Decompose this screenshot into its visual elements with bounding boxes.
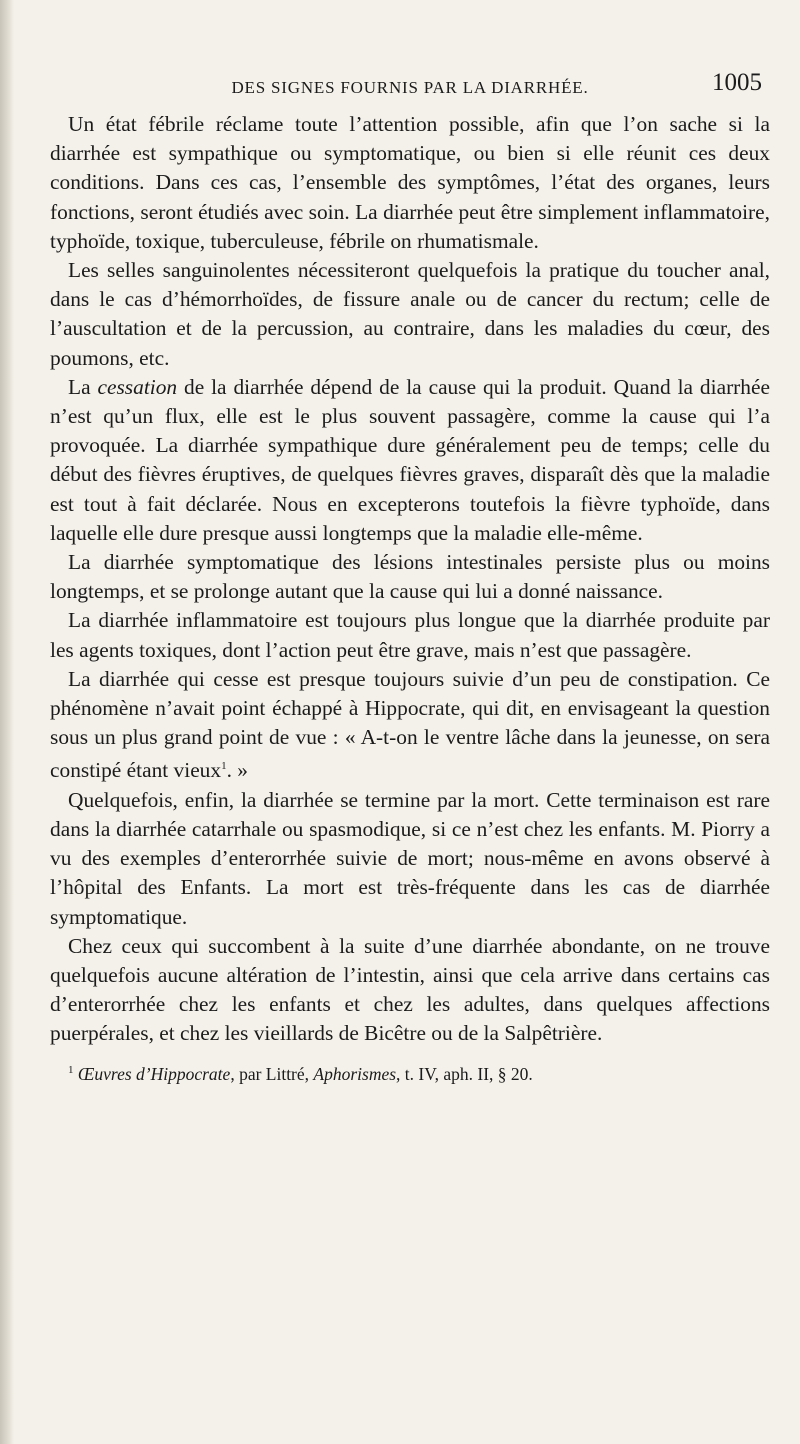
body-text bbox=[50, 110, 770, 1049]
footnote bbox=[50, 1058, 770, 1086]
page-edge-shadow bbox=[0, 0, 14, 1444]
running-head bbox=[50, 68, 770, 102]
footnote-work: Œuvres d’Hippocrate bbox=[77, 1063, 231, 1084]
footnote-section: Aphorismes bbox=[313, 1063, 397, 1084]
paragraph-4: La diarrhée symptomatique des lésions intestinales persiste plus ou moins longtemps, et se prolonge autant que la cause qui lui a donné naissance. bbox=[50, 550, 770, 604]
page-number: 1005 bbox=[712, 69, 762, 96]
footnote-by: , par Littré, bbox=[230, 1063, 314, 1084]
paragraph-3-lead: La bbox=[68, 374, 98, 399]
paragraph-1: Un état fébrile réclame toute l’attention possible, afin que l’on sache si la diarrhée est sympathique ou symptomatique, ou bien si elle réunit ces deux conditions. Dans ces cas, l’ensemble des symptômes, l’état des organes, leurs fonctions, seront étudiés avec soin. La diarrhée peut être simplement inflammatoire, typhoïde, toxique, tuberculeuse, fébrile on rhumatismale. bbox=[50, 112, 770, 253]
paragraph-2: Les selles sanguinolentes nécessiteront quelquefois la pratique du toucher anal, dans le cas d’hémorrhoïdes, de fissure anale ou de cancer du rectum; celle de l’auscultation et de la percussion, au contraire, dans les maladies du cœur, des poumons, etc. bbox=[50, 258, 770, 370]
book-page bbox=[50, 68, 770, 1085]
paragraph-7: Quelquefois, enfin, la diarrhée se termine par la mort. Cette terminaison est rare dans la diarrhée catarrhale ou spasmodique, si ce n’est chez les enfants. M. Piorry a vu des exemples d’enterorrhée suivie de mort; nous-même en avons observé à l’hôpital des Enfants. La mort est très-fréquente dans les cas de diarrhée symptomatique. bbox=[50, 787, 770, 929]
running-title: DES SIGNES FOURNIS PAR LA DIARRHÉE. bbox=[231, 78, 589, 97]
paragraph-6-end: . » bbox=[226, 758, 248, 783]
paragraph-5: La diarrhée inflammatoire est toujours plus longue que la diarrhée produite par les agents toxiques, dont l’action peut être grave, mais n’est que passagère. bbox=[50, 608, 770, 662]
paragraph-6 bbox=[50, 665, 770, 786]
paragraph-6-text: La diarrhée qui cesse est presque toujours suivie d’un peu de constipation. Ce phénomène n’avait point échappé à Hippocrate, qui dit, en envisageant la question sous un plus grand point de vue : « A-t-on le ventre lâche dans la jeunesse, on sera constipé étant vieux bbox=[50, 666, 770, 783]
footnote-marker: 1 bbox=[68, 1063, 74, 1076]
paragraph-3 bbox=[50, 373, 770, 548]
footnote-locator: , t. IV, aph. II, § 20. bbox=[396, 1063, 533, 1084]
paragraph-3-rest: de la diarrhée dépend de la cause qui la produit. Quand la diarrhée n’est qu’un flux, elle est le plus souvent passagère, comme la cause qui l’a provoquée. La diarrhée sympathique dure généralement peu de temps; celle du début des fièvres éruptives, de quelques fièvres graves, disparaît dès que la maladie est tout à fait déclarée. Nous en excepterons toutefois la fièvre typhoïde, dans laquelle elle dure presque aussi longtemps que la maladie elle-même. bbox=[50, 374, 770, 545]
paragraph-8: Chez ceux qui succombent à la suite d’une diarrhée abondante, on ne trouve quelquefois aucune altération de l’intestin, ainsi que cela arrive dans certains cas d’enterorrhée chez les enfants et chez les adultes, dans quelques affections puerpérales, et chez les vieillards de Bicêtre ou de la Salpêtrière. bbox=[50, 933, 770, 1046]
footnote-reference: 1 bbox=[221, 760, 227, 773]
paragraph-3-emphasis: cessation bbox=[97, 374, 178, 399]
